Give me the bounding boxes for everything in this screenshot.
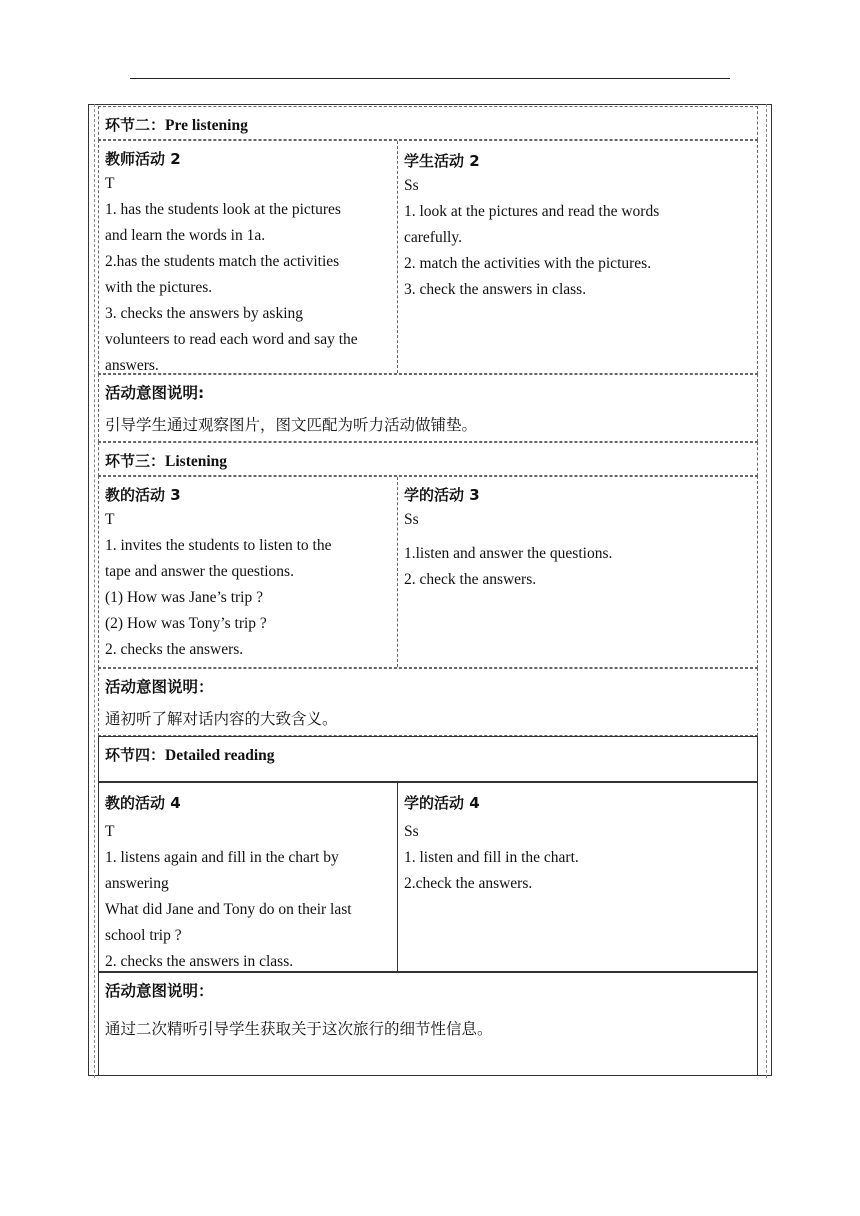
teacher-line: T bbox=[105, 511, 115, 528]
student-line: 2. match the activities with the pictures. bbox=[404, 255, 652, 272]
activity-intent-label: 活动意图说明： bbox=[105, 982, 214, 1000]
teacher-activity-cell bbox=[99, 477, 397, 667]
teacher-activity-cell bbox=[99, 783, 397, 971]
section-detailed-reading-header bbox=[98, 736, 758, 782]
section-listening-header bbox=[98, 442, 758, 476]
student-activity-cell bbox=[397, 141, 757, 373]
student-line: Ss bbox=[404, 177, 419, 194]
teacher-line: 2.has the students match the activities bbox=[105, 253, 340, 270]
teacher-line: volunteers to read each word and say the bbox=[105, 331, 358, 348]
student-line: 1. listen and fill in the chart. bbox=[404, 849, 579, 866]
teacher-line: 1. has the students look at the pictures bbox=[105, 201, 341, 218]
student-line: 2. check the answers. bbox=[404, 571, 537, 588]
section-name: Listening bbox=[165, 453, 228, 470]
teacher-line: T bbox=[105, 823, 115, 840]
student-activity-cell bbox=[397, 477, 757, 667]
teacher-line: T bbox=[105, 175, 115, 192]
section-detailed-reading-note bbox=[98, 972, 758, 1076]
teacher-activity-cell bbox=[99, 141, 397, 373]
teacher-activity-heading: 教的活动 4 bbox=[105, 794, 181, 812]
teacher-line: (2) How was Tony’s trip ? bbox=[105, 615, 267, 632]
teacher-line: and learn the words in 1a. bbox=[105, 227, 266, 244]
section-label: 环节三： bbox=[105, 452, 166, 470]
teacher-line: answering bbox=[105, 875, 169, 892]
student-activity-heading: 学的活动 3 bbox=[404, 486, 480, 504]
teacher-line: 1. listens again and fill in the chart by bbox=[105, 849, 339, 866]
section-pre-listening-note bbox=[98, 374, 758, 442]
activity-intent-text: 通初听了解对话内容的大致含义。 bbox=[105, 710, 338, 728]
student-line: 3. check the answers in class. bbox=[404, 281, 587, 298]
teacher-line: with the pictures. bbox=[105, 279, 213, 296]
student-line: 1. look at the pictures and read the words bbox=[404, 203, 660, 220]
activity-intent-text: 通过二次精听引导学生获取关于这次旅行的细节性信息。 bbox=[105, 1020, 493, 1038]
teacher-activity-heading: 教的活动 3 bbox=[105, 486, 181, 504]
student-line: Ss bbox=[404, 823, 419, 840]
section-pre-listening-activities bbox=[98, 140, 758, 374]
page-header-rule bbox=[130, 78, 730, 79]
section-label: 环节四： bbox=[105, 746, 166, 764]
section-pre-listening-header bbox=[98, 106, 758, 140]
teacher-line: 3. checks the answers by asking bbox=[105, 305, 304, 322]
teacher-line: 2. checks the answers. bbox=[105, 641, 244, 658]
activity-intent-text: 引导学生通过观察图片，图文匹配为听力活动做铺垫。 bbox=[105, 416, 478, 434]
left-guide-line bbox=[94, 104, 95, 1078]
teacher-line: tape and answer the questions. bbox=[105, 563, 294, 580]
student-line: 1.listen and answer the questions. bbox=[404, 545, 613, 562]
teacher-line: answers. bbox=[105, 357, 159, 374]
teacher-line: 1. invites the students to listen to the bbox=[105, 537, 332, 554]
teacher-line: What did Jane and Tony do on their last bbox=[105, 901, 352, 918]
section-label: 环节二： bbox=[105, 116, 166, 134]
activity-intent-label: 活动意图说明： bbox=[105, 678, 214, 696]
section-detailed-reading-activities bbox=[98, 782, 758, 972]
section-listening-note bbox=[98, 668, 758, 736]
student-activity-cell bbox=[397, 783, 757, 971]
section-name: Pre listening bbox=[165, 117, 248, 134]
section-name: Detailed reading bbox=[165, 747, 275, 764]
student-line: carefully. bbox=[404, 229, 462, 246]
teacher-activity-heading: 教师活动 2 bbox=[105, 150, 181, 168]
teacher-line: 2. checks the answers in class. bbox=[105, 953, 294, 970]
teacher-line: school trip ? bbox=[105, 927, 182, 944]
student-line: Ss bbox=[404, 511, 419, 528]
teacher-line: (1) How was Jane’s trip ? bbox=[105, 589, 263, 606]
student-activity-heading: 学的活动 4 bbox=[404, 794, 480, 812]
student-activity-heading: 学生活动 2 bbox=[404, 152, 480, 170]
right-guide-line bbox=[766, 104, 767, 1078]
activity-intent-label: 活动意图说明: bbox=[105, 384, 205, 402]
section-listening-activities bbox=[98, 476, 758, 668]
student-line: 2.check the answers. bbox=[404, 875, 533, 892]
